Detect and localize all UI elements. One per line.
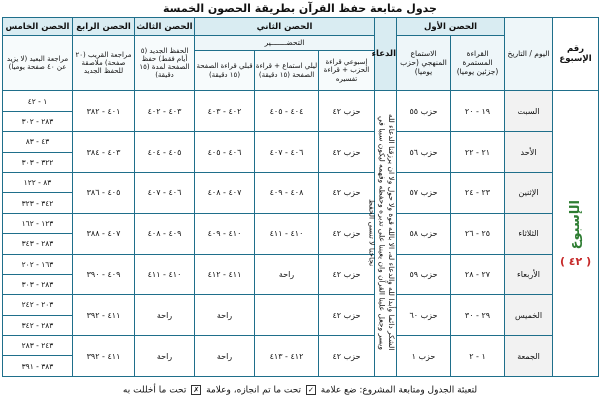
new-cell: ٤٠٦ - ٤٠٧ xyxy=(135,172,195,213)
read-cell: ٢٩ - ٣٠ xyxy=(451,295,505,336)
day-cell: الإثنين xyxy=(505,172,553,213)
dua-cell xyxy=(367,91,397,377)
read-cell: ٢٧ - ٢٨ xyxy=(451,254,505,295)
check-mark-icon: ✓ xyxy=(306,385,316,395)
day-cell: الأربعاء xyxy=(505,254,553,295)
new-cell: ٤٠٩ - ٤٠٨ xyxy=(135,213,195,254)
far-cell: ١ - ٤٢ xyxy=(3,91,73,111)
day-cell: الجمعة xyxy=(505,336,553,377)
nightly-cell xyxy=(255,295,319,336)
fort5-col-header: مراجعة البعيد (لا يزيد عن ٤٠ صفحة يوميا) xyxy=(3,36,73,91)
page-title: جدول متابعة حفظ القرآن بطريقة الحصون الخمسة xyxy=(163,2,437,15)
weekly-cell: حزب ٤٢ xyxy=(319,91,375,132)
pre-cell: ٤٠٦ - ٤٠٥ xyxy=(195,132,255,173)
nightly-cell: ٤٠٦ - ٤٠٧ xyxy=(255,132,319,173)
listen-cell: حزب ٥٧ xyxy=(397,172,451,213)
pre-cell: راحة xyxy=(195,295,255,336)
fort2-sub-header: التحضـــــــير xyxy=(195,36,375,50)
footer-text: لتعبئة الجدول ومتابعة المشروع: ضع علامة xyxy=(320,385,478,396)
read-cell: ١ - ٢ xyxy=(451,336,505,377)
footer-done-text: تحت ما تم انجازه، وعلامة xyxy=(206,385,302,396)
nightly-cell: ٤٠٤ - ٤٠٥ xyxy=(255,91,319,132)
far-cell: ٢٨٣ - ٣٤٢ xyxy=(3,315,73,335)
far-cell: ٣٨٣ - ٣٩١ xyxy=(3,356,73,377)
near-cell: ٤٠٣ - ٣٨٤ xyxy=(73,132,135,173)
near-cell: ٤١١ - ٣٩٢ xyxy=(73,295,135,336)
new-cell: ٤٠٥ - ٤٠٤ xyxy=(135,132,195,173)
schedule-table xyxy=(2,17,599,377)
footer-missed-text: تحت ما أخللت به xyxy=(122,385,187,396)
far-cell: ٣٤٢ - ٣٢٣ xyxy=(3,193,73,213)
read-cell: ١٩ - ٢٠ xyxy=(451,91,505,132)
pre-cell: راحة xyxy=(195,336,255,377)
pre-cell: ٤١٠ - ٤٠٩ xyxy=(195,213,255,254)
near-cell: ٤١١ - ٣٩٢ xyxy=(73,336,135,377)
new-cell: ٤١٠ - ٤١١ xyxy=(135,254,195,295)
pre-cell: ٤٠٧ - ٤٠٨ xyxy=(195,172,255,213)
weekly-cell: حزب ٤٢ xyxy=(319,172,375,213)
weekly-cell: حزب ٤٢ xyxy=(319,336,375,377)
far-cell: ٢٨٣ - ٣٠٢ xyxy=(3,111,73,131)
nightly-cell: ٤٠٨ - ٤٠٩ xyxy=(255,172,319,213)
week-label-cell xyxy=(553,91,599,377)
nightly-cell: راحة xyxy=(255,254,319,295)
listen-cell: حزب ٥٦ xyxy=(397,132,451,173)
far-cell: ٤٣ - ٨٣ xyxy=(3,132,73,152)
fort1-header: الحصن الأول xyxy=(397,18,505,36)
far-cell: ٢٤٣ - ٢٨٣ xyxy=(3,336,73,356)
fort4-col-header: مراجعة القريب (٢٠ صفحة) ملاصقة للحفظ الجديد xyxy=(73,36,135,91)
far-cell: ٢٨٣ - ٣٤٣ xyxy=(3,234,73,254)
pre-cell: ٤٠٢ - ٤٠٣ xyxy=(195,91,255,132)
far-cell: ١٦٣ - ٢٠٢ xyxy=(3,254,73,274)
read-cell: ٢١ - ٢٢ xyxy=(451,132,505,173)
fort3-col-header: الحفظ الجديد (٥ أيام فقط) حفظ الصفحة لمدة (١٥ دقيقة) xyxy=(135,36,195,91)
fort1-listen-header: الاستماع المنهجي (حزب يوميا) xyxy=(397,36,451,91)
near-cell: ٤٠٥ - ٣٨٦ xyxy=(73,172,135,213)
far-cell: ٢٠٣ - ٢٤٢ xyxy=(3,295,73,315)
new-cell: راحة xyxy=(135,336,195,377)
fort5-header: الحصن الخامس xyxy=(3,18,73,36)
new-cell: ٤٠٣ - ٤٠٢ xyxy=(135,91,195,132)
fort2-weekly-header: إسبوعي قراءة الحزب + قراءة تفسيره xyxy=(319,50,375,91)
listen-cell: حزب ٥٥ xyxy=(397,91,451,132)
dua-text: الشكر دائما وأبدا لله والدعاء له، الا بالله قوة ولا حول ولا ان يرزقنا الدعاء لله ويسر وجعل علينا القرآن وان يعيننا على تدبره وحفظه وفهمه ليكون سببا في نجاحنا لا تنسى الحفظ xyxy=(367,114,397,351)
far-cell: ٨٣ - ١٢٢ xyxy=(3,172,73,192)
x-mark-icon: ✗ xyxy=(191,385,201,395)
far-cell: ٢٨٣ - ٣٠٣ xyxy=(3,274,73,294)
day-header: اليوم / التاريخ xyxy=(505,18,553,91)
near-cell: ٤٠٧ - ٣٨٨ xyxy=(73,213,135,254)
day-cell: الثلاثاء xyxy=(505,213,553,254)
new-cell: راحة xyxy=(135,295,195,336)
weekly-cell: حزب ٤٢ xyxy=(319,132,375,173)
far-cell: ١٢٣ - ١٦٢ xyxy=(3,213,73,233)
fort2-nightly-header: ليلي استماع + قراءة الصفحة (١٥ دقيقة) xyxy=(255,50,319,91)
day-cell: الأحد xyxy=(505,132,553,173)
pre-cell: ٤١١ - ٤١٢ xyxy=(195,254,255,295)
listen-cell: حزب ٦٠ xyxy=(397,295,451,336)
nightly-cell: ٤١٠ - ٤١١ xyxy=(255,213,319,254)
read-cell: ٢٣ - ٢٤ xyxy=(451,172,505,213)
weekly-cell: حزب ٤٢ xyxy=(319,254,375,295)
fort3-header: الحصن الثالث xyxy=(135,18,195,36)
fort2-pre-header: قبلي قراءة الصفحة (١٥ دقيقة) xyxy=(195,50,255,91)
day-cell: الخميس xyxy=(505,295,553,336)
footer-instructions xyxy=(0,385,600,396)
nightly-cell: ٤١٢ - ٤١٣ xyxy=(255,336,319,377)
listen-cell: حزب ٥٨ xyxy=(397,213,451,254)
weekly-cell: حزب ٤٢ xyxy=(319,295,375,336)
week-number: ( ٤٢ ) xyxy=(559,254,592,268)
fort1-read-header: القراءة المستمرة (جزئين يوميا) xyxy=(451,36,505,91)
listen-cell: حزب ٥٩ xyxy=(397,254,451,295)
listen-cell: حزب ١ xyxy=(397,336,451,377)
far-cell: ٣٢٢ - ٣٠٣ xyxy=(3,152,73,172)
week-header: رقم الإسبوع xyxy=(553,18,599,91)
near-cell: ٤٠٩ - ٣٩٠ xyxy=(73,254,135,295)
weekly-cell: حزب ٤٢ xyxy=(319,213,375,254)
dua-header: الدعاء xyxy=(375,18,397,91)
fort4-header: الحصن الرابع xyxy=(73,18,135,36)
near-cell: ٤٠١ - ٣٨٢ xyxy=(73,91,135,132)
day-cell: السبت xyxy=(505,91,553,132)
read-cell: ٢٥ - ٢٦ xyxy=(451,213,505,254)
week-label: الإسبوع xyxy=(568,199,584,249)
fort2-header: الحصن الثاني xyxy=(195,18,375,36)
